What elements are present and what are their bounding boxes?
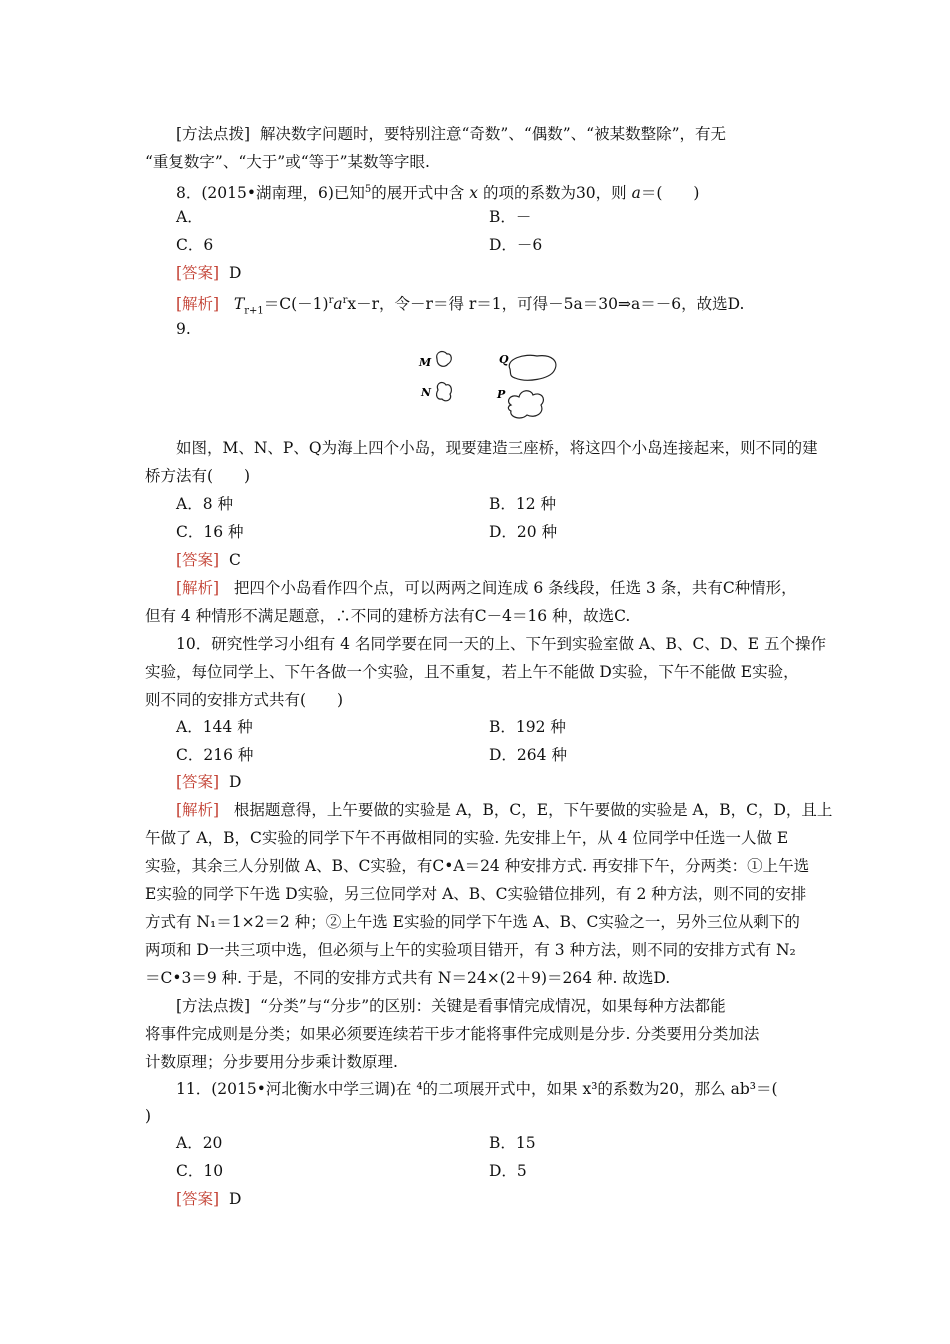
tip2-line1: [176, 996, 726, 1016]
q9-option-b: B．12 种: [489, 495, 557, 513]
q11-answer-label: [答案]: [176, 1190, 220, 1208]
q8-answer-label: [答案]: [176, 264, 220, 282]
island-p-shape: [508, 391, 543, 418]
q8-option-b: B．－: [489, 208, 532, 226]
q8-var-a: a: [631, 184, 641, 203]
q10-analysis-text1: 根据题意得，上午要做的实验是 A，B，C，E，下午要做的实验是 A，B，C，D，且上: [233, 801, 833, 819]
q9-analysis-label: [解析]: [176, 579, 220, 597]
q8-stem-part2: 的展开式中含: [371, 184, 465, 203]
q10-analysis-line2: 午做了 A，B，C实验的同学下午不再做相同的实验. 先安排上午，从 4 位同学中任选一人做 E: [145, 829, 789, 847]
tip2-text1: “分类”与“分步”的区别：关键是看事情完成情况，如果每种方法都能: [259, 997, 726, 1015]
q9-analysis-text1: 把四个小岛看作四个点，可以两两之间连成 6 条线段，任选 3 条，共有C种情形，: [233, 579, 797, 597]
tip1-label: [方法点拨]: [176, 125, 251, 143]
q11-option-a: A．20: [176, 1134, 223, 1152]
q8-option-c: C．6: [176, 236, 214, 254]
q10-analysis-label: [解析]: [176, 801, 220, 819]
q10-option-c: C．216 种: [176, 746, 254, 764]
q9-answer-value: C: [228, 551, 241, 569]
q8-var-x: x: [469, 184, 478, 203]
island-m-shape: [437, 352, 452, 367]
q11-line1: 11．(2015•河北衡水中学三调)在 ⁴的二项展开式中，如果 x³的系数为20，那么 ab³＝(: [176, 1080, 778, 1098]
q10-analysis-line5: 方式有 N₁＝1×2＝2 种；②上午选 E实验的同学下午选 A、B、C实验之一，另外三位从剩下的: [145, 913, 800, 931]
q9-option-d: D．20 种: [489, 523, 558, 541]
tip1-line2: “重复数字”、“大于”或“等于”某数等字眼.: [145, 153, 430, 171]
q8-stem-end: ＝( ): [640, 184, 700, 203]
q11-line2: ): [145, 1107, 152, 1125]
q8-analysis-t: T: [233, 295, 245, 314]
q8-analysis-sup1: r: [328, 295, 334, 306]
q10-option-b: B．192 种: [489, 718, 566, 736]
q8-analysis-part2: x－r，令－r＝得 r＝1，可得－5a＝30⇒a＝－6，故选D.: [347, 295, 745, 314]
tip2-label: [方法点拨]: [176, 997, 251, 1015]
q10-answer-label: [答案]: [176, 773, 220, 791]
q8-answer: [176, 263, 241, 283]
q9-analysis-line1: [176, 578, 797, 598]
q11-answer: [176, 1189, 241, 1209]
q9-answer-label: [答案]: [176, 551, 220, 569]
tip2-line3: 计数原理；分步要用分步乘计数原理.: [145, 1053, 398, 1071]
q10-line1: 10．研究性学习小组有 4 名同学要在同一天的上、下午到实验室做 A、B、C、D、E 五个操作: [176, 635, 826, 653]
q9-line1: 如图，M、N、P、Q为海上四个小岛，现要建造三座桥，将这四个小岛连接起来，则不同的建: [176, 439, 818, 457]
tip1-line1: [176, 124, 726, 144]
q9-option-c: C．16 种: [176, 523, 244, 541]
q8-option-a: A．: [176, 208, 203, 226]
q8-analysis: [176, 291, 744, 321]
island-label-n: N: [421, 386, 432, 399]
q10-analysis-line6: 两项和 D一共三项中选，但必须与上午的实验项目错开，有 3 种方法，则不同的安排方式有 N₂: [145, 941, 796, 959]
q11-option-b: B．15: [489, 1134, 536, 1152]
q8-analysis-label: [解析]: [176, 295, 220, 314]
island-label-q: Q: [499, 353, 509, 366]
q9-answer: [176, 550, 241, 570]
q11-option-c: C．10: [176, 1162, 224, 1180]
q9-option-a: A．8 种: [176, 495, 233, 513]
q10-option-a: A．144 种: [176, 718, 253, 736]
q8-analysis-part1: ＝C(－1): [263, 295, 329, 314]
tip1-text1: 解决数字问题时，要特别注意“奇数”、“偶数”、“被某数整除”，有无: [259, 125, 727, 143]
q8-option-d: D．－6: [489, 236, 543, 254]
q10-answer-value: D: [228, 773, 242, 791]
q10-line2: 实验，每位同学上、下午各做一个实验，且不重复，若上午不能做 D实验，下午不能做 E实验，: [145, 663, 799, 681]
q9-number: 9.: [176, 320, 191, 338]
island-q-shape: [509, 355, 556, 380]
q8-stem-part1: 8．(2015•湖南理，6)已知: [176, 184, 365, 203]
island-label-m: M: [419, 356, 432, 369]
q11-option-d: D．5: [489, 1162, 527, 1180]
q8-stem-sup: 5: [364, 184, 372, 195]
q10-analysis-line3: 实验，其余三人分别做 A、B、C实验，有C•A＝24 种安排方式. 再安排下午，分两类：①上午选: [145, 857, 810, 875]
island-label-p: P: [497, 388, 506, 401]
islands-svg: [415, 345, 575, 430]
island-n-shape: [437, 383, 452, 401]
q8-analysis-sub: r+1: [244, 305, 264, 317]
q10-answer: [176, 772, 241, 792]
tip2-line2: 将事件完成则是分类；如果必须要连续若干步才能将事件完成则是分步. 分类要用分类加法: [145, 1025, 760, 1043]
q10-analysis-line4: E实验的同学下午选 D实验，另三位同学对 A、B、C实验错位排列，有 2 种方法，则不同的安排: [145, 885, 807, 903]
q8-stem-part3: 的项的系数为30，则: [482, 184, 627, 203]
q10-analysis-line7: ＝C•3＝9 种. 于是，不同的安排方式共有 N＝24×(2＋9)＝264 种. 故选D.: [145, 969, 671, 987]
q10-option-d: D．264 种: [489, 746, 567, 764]
q11-answer-value: D: [228, 1190, 242, 1208]
q8-analysis-sup2: r: [342, 295, 348, 306]
q10-analysis-line1: [176, 800, 832, 820]
q8-answer-value: D: [228, 264, 242, 282]
q8-stem: [176, 180, 699, 203]
q8-analysis-a: a: [333, 295, 343, 314]
q9-line2: 桥方法有( ): [145, 467, 251, 485]
q9-analysis-line2: 但有 4 种情形不满足题意，∴不同的建桥方法有C－4＝16 种，故选C.: [145, 607, 631, 625]
q10-line3: 则不同的安排方式共有( ): [145, 691, 344, 709]
islands-figure: [415, 345, 575, 430]
